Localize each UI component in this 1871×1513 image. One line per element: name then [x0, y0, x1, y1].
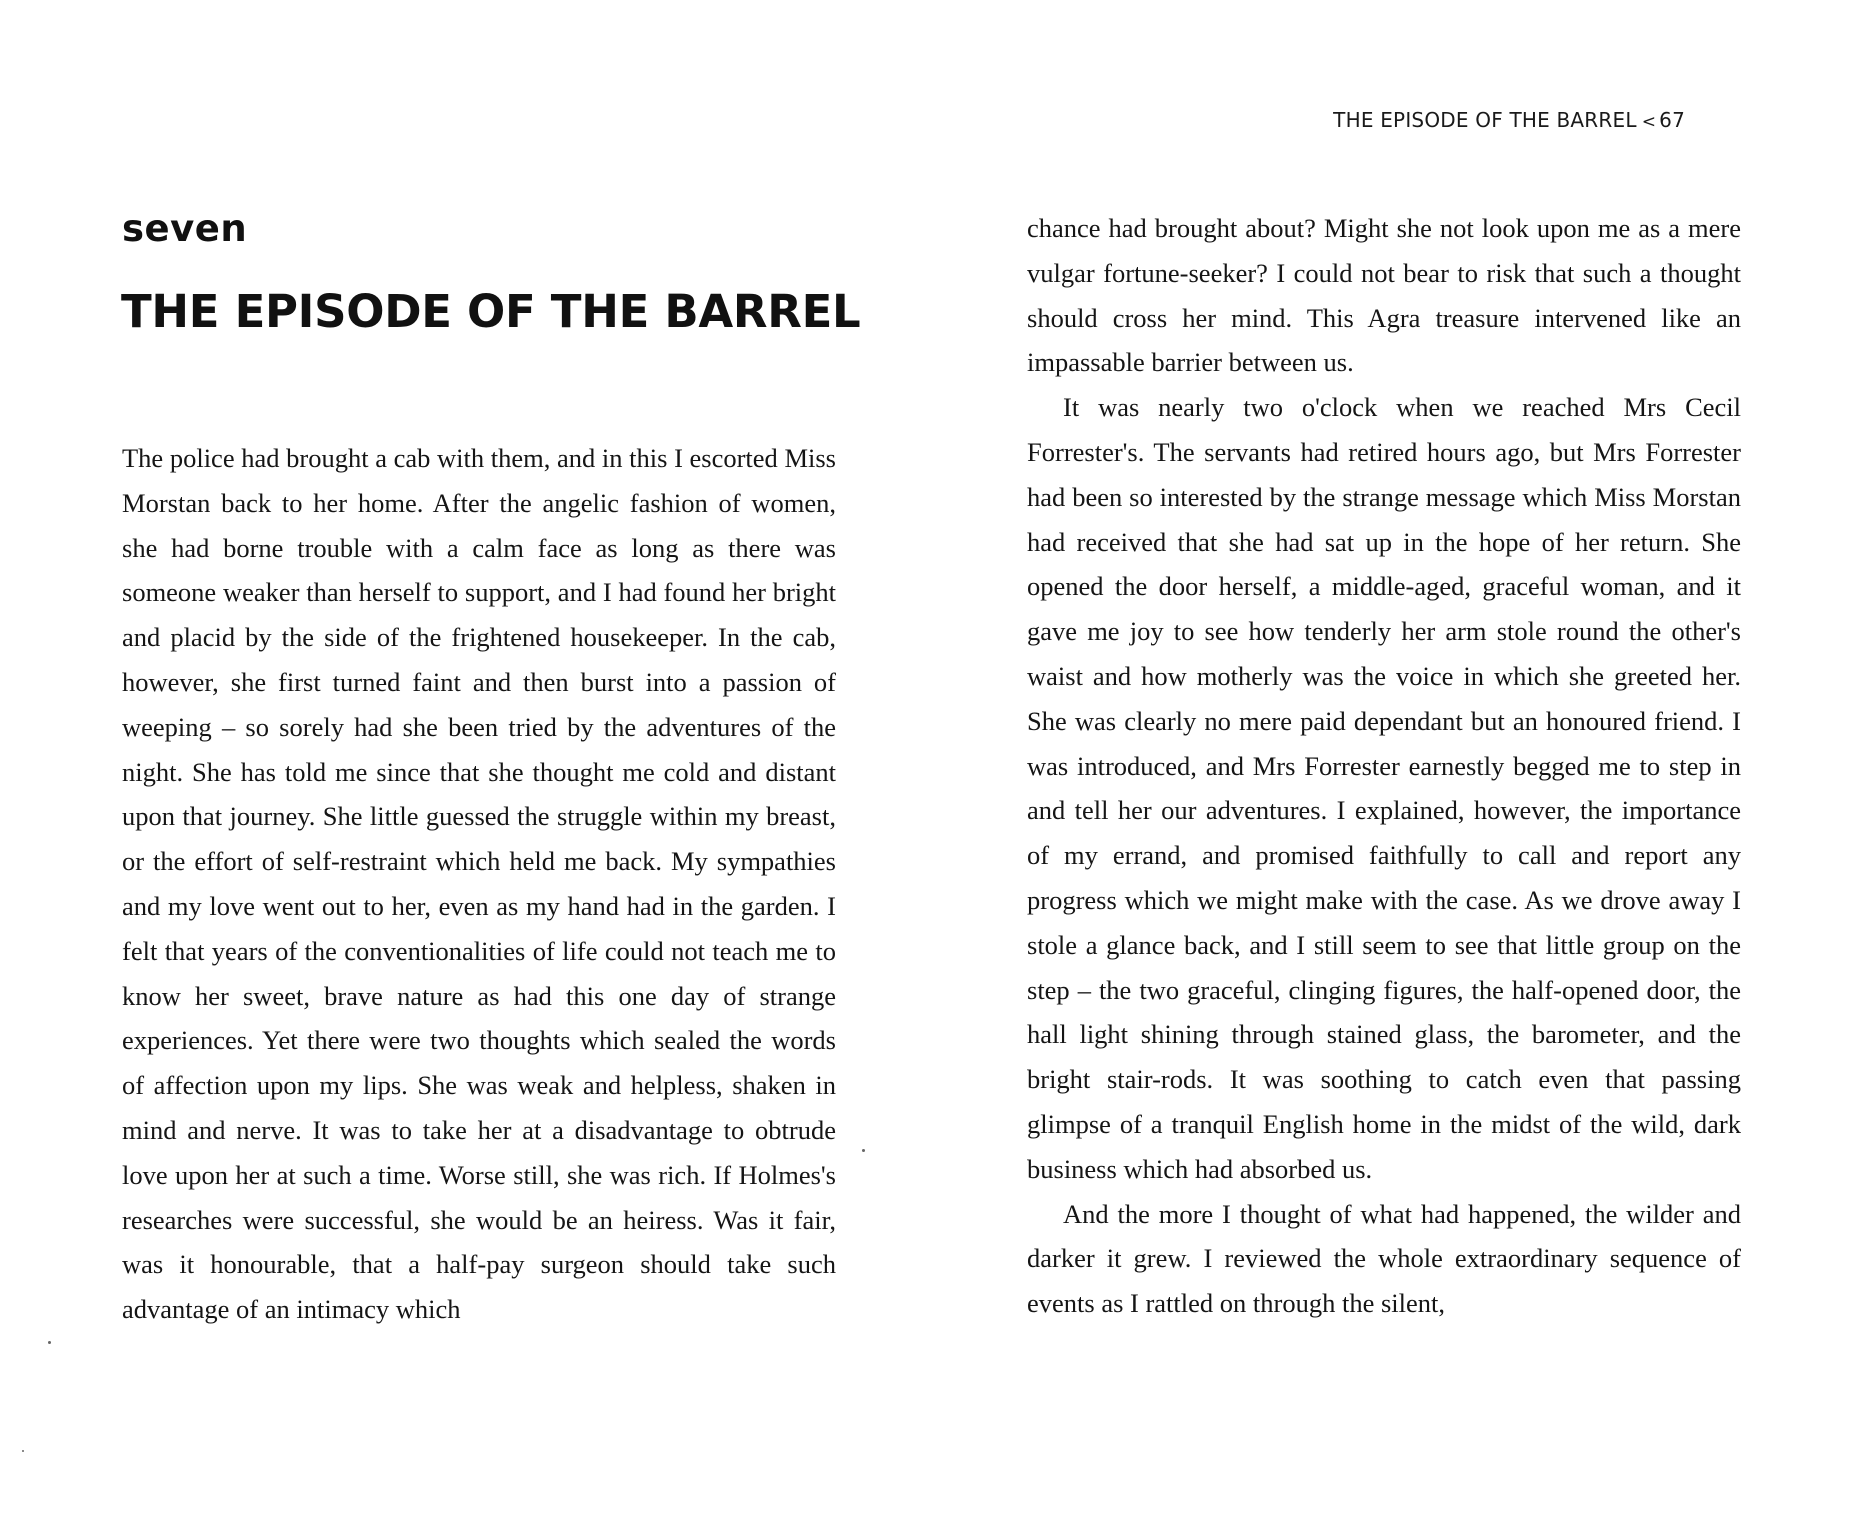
scan-speck	[48, 1341, 51, 1344]
running-head	[1333, 108, 1685, 132]
page-number: 67	[1659, 108, 1685, 132]
right-body-text	[1027, 206, 1741, 1326]
scan-speck	[22, 1450, 24, 1452]
chapter-title: THE EPISODE OF THE BARREL	[121, 285, 861, 338]
chapter-number: seven	[122, 207, 248, 250]
left-body-text	[122, 436, 836, 1332]
running-head-separator: <	[1641, 112, 1657, 132]
right-paragraph-3: And the more I thought of what had happened, the wilder and darker it grew. I reviewed the whole extraordinary sequence of events as I rattled on through the silent,	[1027, 1198, 1741, 1319]
left-page	[0, 0, 935, 1513]
right-page	[935, 0, 1871, 1513]
right-paragraph-1: chance had brought about? Might she not look upon me as a mere vulgar fortune-seeker? I could not bear to risk that such a thought should cross her mind. This Agra treasure intervened like an impassable barrier between us.	[1027, 213, 1741, 378]
right-paragraph-2: It was nearly two o'clock when we reached Mrs Cecil Forrester's. The servants had retired hours ago, but Mrs Forrester had been so interested by the strange message which Miss Morstan had received that she had sat up in the hope of her return. She opened the door herself, a middle-aged, graceful woman, and it gave me joy to see how tenderly her arm stole round the other's waist and how motherly was the voice in which she greeted her. She was clearly no mere paid dependant but an honoured friend. I was introduced, and Mrs Forrester earnestly begged me to step in and tell her our adventures. I explained, however, the importance of my errand, and promised faithfully to call and report any progress which we might make with the case. As we drove away I stole a glance back, and I still seem to see that little group on the step – the two graceful, clinging figures, the half-opened door, the hall light shining through stained glass, the barometer, and the bright stair-rods. It was soothing to catch even that passing glimpse of a tranquil English home in the midst of the wild, dark business which had absorbed us.	[1027, 392, 1741, 1184]
scan-speck	[862, 1149, 865, 1152]
running-head-title: THE EPISODE OF THE BARREL	[1333, 108, 1637, 132]
left-paragraph-1: The police had brought a cab with them, and in this I escorted Miss Morstan back to her home. After the angelic fashion of women, she had borne trouble with a calm face as long as there was someone weaker than herself to support, and I had found her bright and placid by the side of the frightened housekeeper. In the cab, however, she first turned faint and then burst into a passion of weeping – so sorely had she been tried by the adventures of the night. She has told me since that she thought me cold and distant upon that journey. She little guessed the struggle within my breast, or the effort of self-restraint which held me back. My sympathies and my love went out to her, even as my hand had in the garden. I felt that years of the conventionalities of life could not teach me to know her sweet, brave nature as had this one day of strange experiences. Yet there were two thoughts which sealed the words of affection upon my lips. She was weak and helpless, shaken in mind and nerve. It was to take her at a disadvantage to obtrude love upon her at such a time. Worse still, she was rich. If Holmes's researches were successful, she would be an heiress. Was it fair, was it honourable, that a half-pay surgeon should take such advantage of an intimacy which	[122, 443, 836, 1325]
